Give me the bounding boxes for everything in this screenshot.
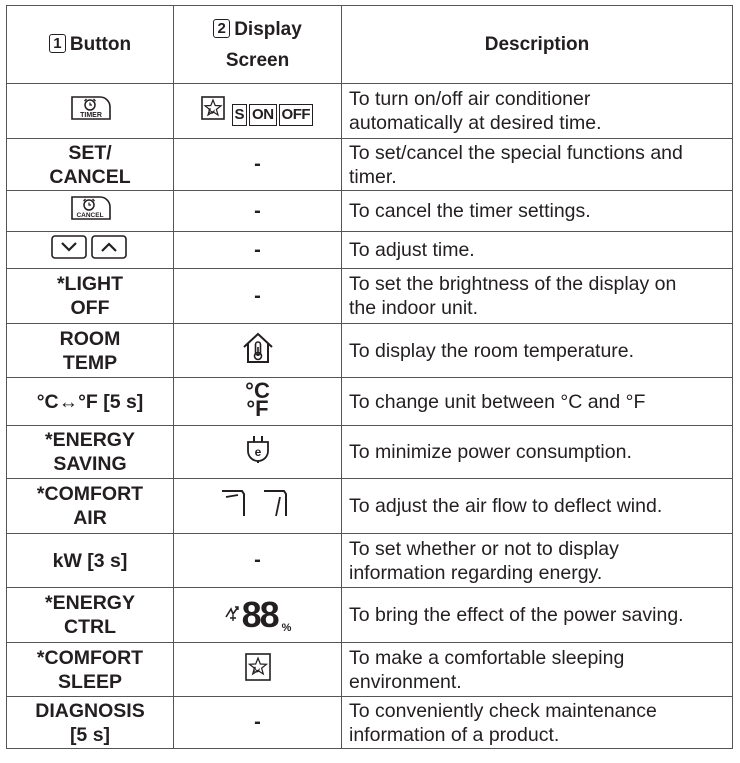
- down-up-arrow-buttons-icon: [50, 234, 130, 260]
- button-label: AIR: [73, 507, 107, 529]
- table-row: [7, 378, 733, 426]
- table-row: [7, 479, 733, 534]
- description-line: To display the room temperature.: [349, 339, 635, 362]
- header-display-label-1: Display: [234, 18, 302, 40]
- description-cell: [342, 378, 733, 426]
- display-cell: -: [174, 232, 342, 269]
- celsius-fahrenheit-icon: °C °F: [245, 377, 270, 421]
- button-cell: [7, 232, 174, 269]
- button-label: OFF: [70, 297, 110, 319]
- table-row: [7, 191, 733, 232]
- display-cell: -: [174, 697, 342, 749]
- button-cell: [7, 324, 174, 378]
- display-cell: [174, 84, 342, 139]
- table-row: [7, 232, 733, 269]
- energy-ctrl-value: 88: [241, 594, 278, 635]
- button-label: ROOM: [59, 327, 121, 350]
- function-table: [6, 5, 733, 749]
- description-line: the indoor unit.: [349, 297, 479, 319]
- description-line: To adjust the air flow to deflect wind.: [349, 495, 663, 517]
- header-display: [174, 6, 342, 84]
- description-line: To turn on/off air conditioner: [349, 88, 591, 110]
- energy-ctrl-unit: %: [281, 622, 292, 634]
- display-cell: [174, 378, 342, 426]
- description-line: To change unit between °C and °F: [349, 390, 646, 413]
- button-cell: [7, 697, 174, 749]
- table-row: [7, 534, 733, 588]
- button-label: DIAGNOSIS: [35, 699, 145, 722]
- description-line: To bring the effect of the power saving.: [349, 604, 684, 626]
- header-display-label-2: Screen: [225, 49, 290, 71]
- description-line: automatically at desired time.: [349, 112, 602, 134]
- description-cell: [342, 426, 733, 479]
- button-label: SLEEP: [58, 670, 122, 693]
- table-row: [7, 697, 733, 749]
- table-row: [7, 269, 733, 324]
- description-line: To cancel the timer settings.: [349, 200, 591, 222]
- button-cell: [7, 139, 174, 191]
- cancel-button-icon: [68, 193, 112, 223]
- table-row: [7, 426, 733, 479]
- button-cell: [7, 534, 174, 588]
- description-cell: [342, 643, 733, 697]
- description-line: To set/cancel the special functions and: [349, 141, 683, 164]
- table-row: [7, 643, 733, 697]
- energy-ctrl-icon: [224, 603, 242, 623]
- display-cell: -: [174, 269, 342, 324]
- display-cell: [174, 643, 342, 697]
- display-cell: [174, 588, 342, 643]
- display-segment-on: ON: [249, 104, 277, 126]
- button-label: [5 s]: [69, 723, 111, 746]
- header-button: [7, 6, 174, 84]
- description-line: To set the brightness of the display on: [349, 273, 677, 295]
- table-row: [7, 139, 733, 191]
- button-cell: [7, 588, 174, 643]
- button-label: °C↔°F [5 s]: [36, 390, 144, 413]
- button-label: kW [3 s]: [52, 549, 128, 572]
- timer-button-icon: [68, 93, 112, 123]
- display-cell: -: [174, 139, 342, 191]
- button-label: *ENERGY: [45, 592, 135, 614]
- description-line: To set whether or not to display: [349, 537, 619, 560]
- description-line: To make a comfortable sleeping: [349, 646, 625, 669]
- button-label: *COMFORT: [36, 483, 144, 505]
- svg-text:CANCEL: CANCEL: [76, 212, 104, 219]
- description-cell: [342, 191, 733, 232]
- display-cell: -: [174, 534, 342, 588]
- house-thermometer-icon: [241, 331, 275, 365]
- sleep-star-icon: [245, 653, 271, 681]
- display-cell: [174, 324, 342, 378]
- description-line: timer.: [349, 165, 397, 188]
- button-label: CTRL: [64, 616, 116, 638]
- display-cell: [174, 479, 342, 534]
- button-label: *COMFORT: [36, 646, 144, 669]
- header-button-label: Button: [69, 33, 132, 55]
- comfort-air-vanes-icon: [218, 485, 298, 521]
- button-cell: [7, 378, 174, 426]
- sleep-star-icon: [201, 96, 225, 120]
- button-label: SAVING: [53, 453, 127, 475]
- button-cell: [7, 643, 174, 697]
- description-cell: [342, 324, 733, 378]
- button-cell: [7, 191, 174, 232]
- button-label: *ENERGY: [45, 429, 135, 451]
- header-display-number: 2: [213, 19, 230, 38]
- description-line: information of a product.: [349, 723, 560, 746]
- table-header-row: [7, 6, 733, 84]
- table-row: [7, 324, 733, 378]
- button-cell: [7, 269, 174, 324]
- description-cell: [342, 697, 733, 749]
- display-segment-s: S: [232, 104, 248, 126]
- svg-text:TIMER: TIMER: [80, 112, 102, 119]
- description-line: To adjust time.: [349, 239, 475, 261]
- display-segment-off: OFF: [279, 104, 314, 126]
- description-cell: [342, 232, 733, 269]
- header-button-number: 1: [49, 34, 66, 53]
- description-line: information regarding energy.: [349, 561, 603, 584]
- description-line: environment.: [349, 670, 462, 693]
- button-cell: [7, 426, 174, 479]
- description-cell: [342, 269, 733, 324]
- table-row: [7, 84, 733, 139]
- svg-text:e: e: [254, 445, 261, 459]
- button-cell: [7, 84, 174, 139]
- description-line: To conveniently check maintenance: [349, 699, 657, 722]
- description-cell: [342, 139, 733, 191]
- button-label: CANCEL: [49, 165, 131, 188]
- display-cell: [174, 426, 342, 479]
- button-cell: [7, 479, 174, 534]
- button-label: TEMP: [62, 351, 118, 374]
- button-label: SET/: [68, 141, 112, 164]
- description-cell: [342, 534, 733, 588]
- display-cell: -: [174, 191, 342, 232]
- description-cell: [342, 84, 733, 139]
- energy-plug-icon: [245, 434, 271, 464]
- button-label: *LIGHT: [56, 273, 124, 295]
- header-description: Description: [342, 6, 733, 84]
- description-line: To minimize power consumption.: [349, 441, 632, 463]
- table-row: [7, 588, 733, 643]
- description-cell: [342, 479, 733, 534]
- description-cell: [342, 588, 733, 643]
